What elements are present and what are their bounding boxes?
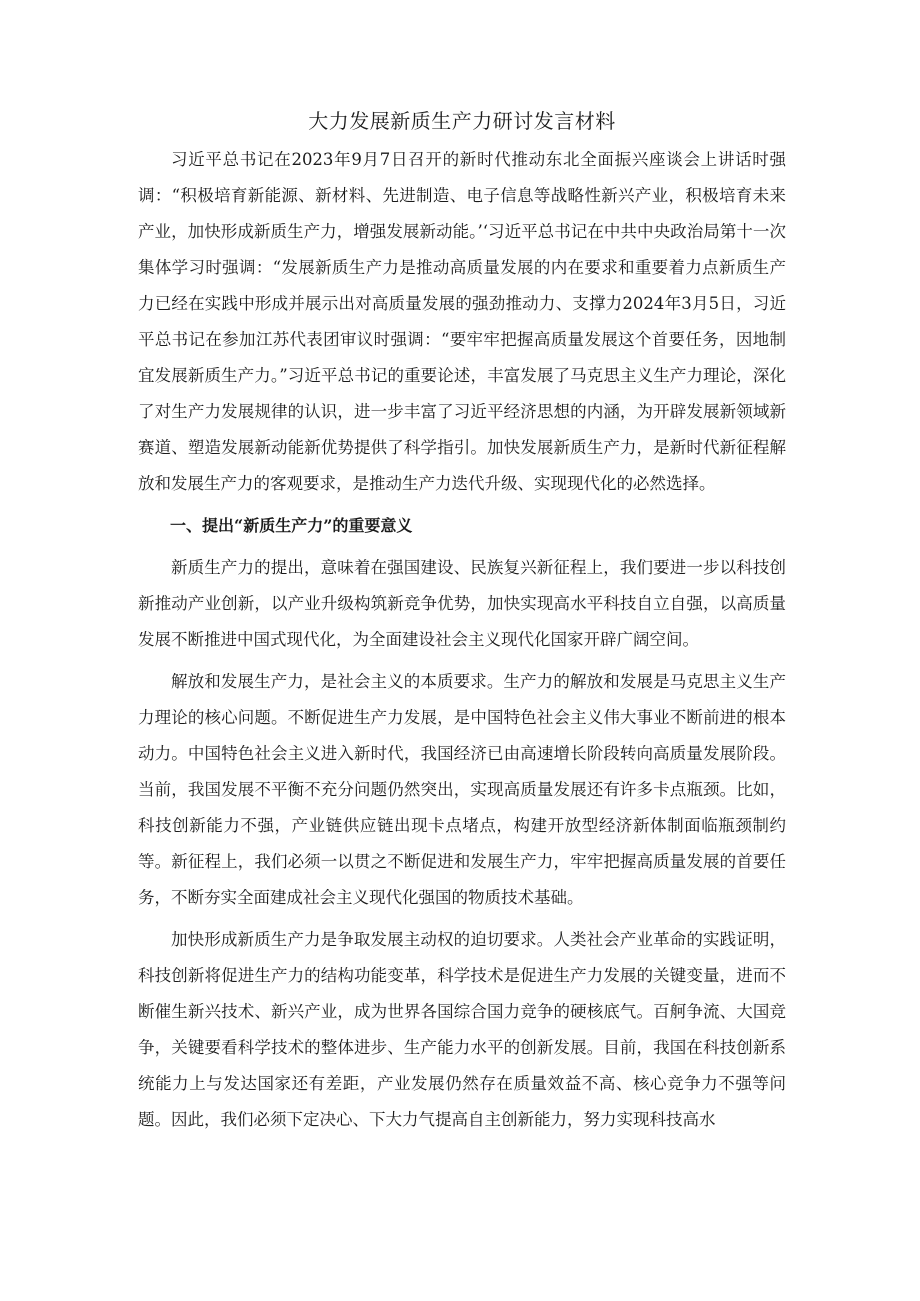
section-paragraph-2: 解放和发展生产力，是社会主义的本质要求。生产力的解放和发展是马克思主义生产力理论的核心问题。不断促进生产力发展，是中国特色社会主义伟大事业不断前进的根本动力。中国特色社会主义进入新时代，我国经济已由高速增长阶段转向高质量发展阶段。当前，我国发展不平衡不充分问题仍然突出，实现高质量发展还有许多卡点瓶颈。比如，科技创新能力不强，产业链供应链出现卡点堵点，构建开放型经济新体制面临瓶颈制约等。新征程上，我们必须一以贯之不断促进和发展生产力，牢牢把握高质量发展的首要任务，不断夯实全面建成社会主义现代化强国的物质技术基础。	[138, 672, 786, 907]
section-paragraph-1: 新质生产力的提出，意味着在强国建设、民族复兴新征程上，我们要进一步以科技创新推动产业创新，以产业升级构筑新竞争优势，加快实现高水平科技自立自强，以高质量发展不断推进中国式现代化，为全面建设社会主义现代化国家开辟广阔空间。	[138, 558, 786, 649]
intro-paragraph: 习近平总书记在2023年9月7日召开的新时代推动东北全面振兴座谈会上讲话时强调：“积极培育新能源、新材料、先进制造、电子信息等战略性新兴产业，积极培育未来产业，加快形成新质生产力，增强发展新动能。’‘习近平总书记在中共中央政治局第十一次集体学习时强调：“发展新质生产力是推动高质量发展的内在要求和重要着力点新质生产力已经在实践中形成并展示出对高质量发展的强劲推动力、支撑力2024年3月5日，习近平总书记在参加江苏代表团审议时强调：“要牢牢把握高质量发展这个首要任务，因地制宜发展新质生产力。”习近平总书记的重要论述，丰富发展了马克思主义生产力理论，深化了对生产力发展规律的认识，进一步丰富了习近平经济思想的内涵，为开辟发展新领域新赛道、塑造发展新动能新优势提供了科学指引。加快发展新质生产力，是新时代新征程解放和发展生产力的客观要求，是推动生产力迭代升级、实现现代化的必然选择。	[138, 150, 786, 493]
section-paragraph-3: 加快形成新质生产力是争取发展主动权的迫切要求。人类社会产业革命的实践证明，科技创新将促进生产力的结构功能变革，科学技术是促进生产力发展的关键变量，进而不断催生新兴技术、新兴产业，成为世界各国综合国力竞争的硬核底气。百舸争流、大国竞争，关键要看科学技术的整体进步、生产能力水平的创新发展。目前，我国在科技创新系统能力上与发达国家还有差距，产业发展仍然存在质量效益不高、核心竞争力不强等问题。因此，我们必须下定决心、下大力气提高自主创新能力，努力实现科技高水	[138, 930, 786, 1129]
document-page	[138, 108, 786, 1138]
document-title: 大力发展新质生产力研讨发言材料	[308, 109, 616, 133]
section-heading: 一、提出“新质生产力”的重要意义	[170, 516, 413, 535]
